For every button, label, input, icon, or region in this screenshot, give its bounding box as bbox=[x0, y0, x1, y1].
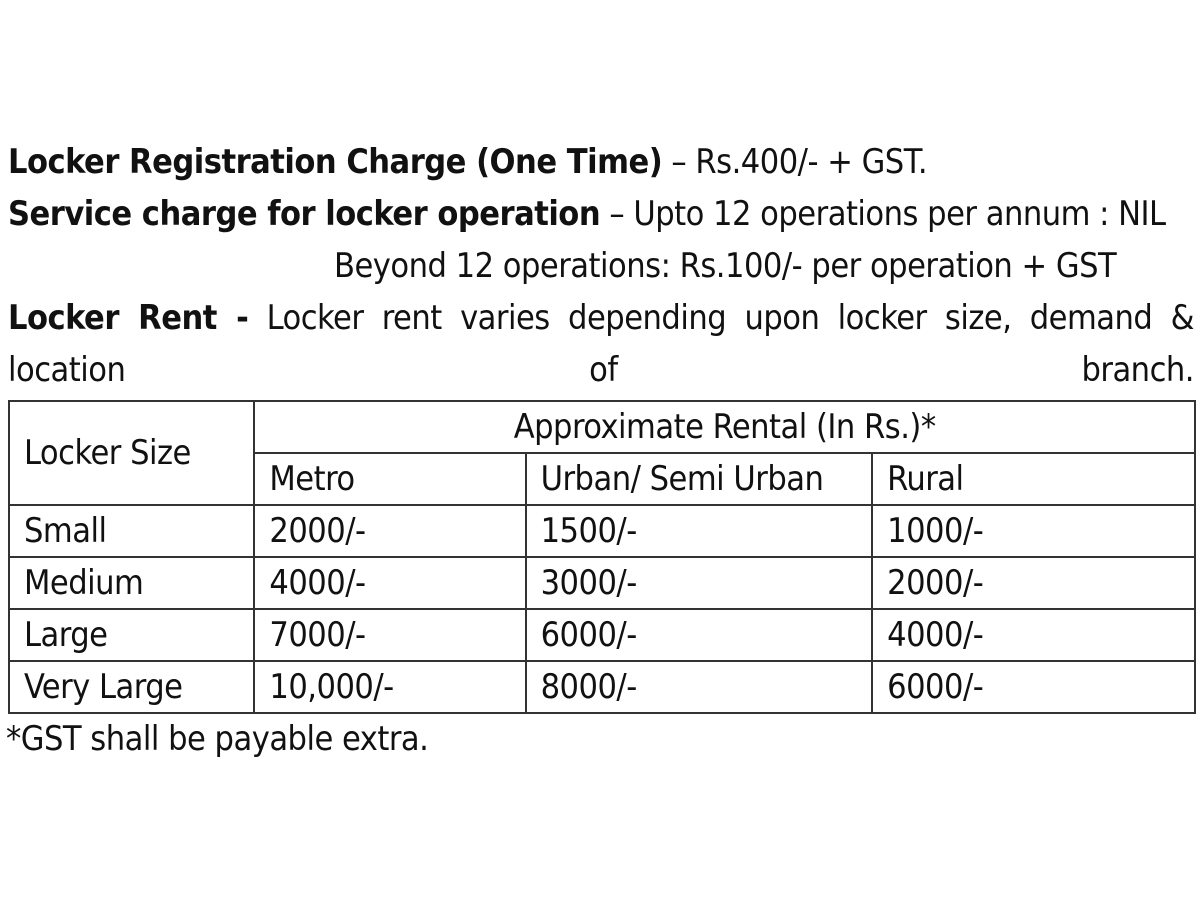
rental-table-group-header-row bbox=[9, 401, 1195, 453]
registration-charge-label: Locker Registration Charge (One Time) bbox=[8, 142, 663, 182]
rural-rent-cell: 6000/- bbox=[872, 661, 1195, 713]
service-charge-value: – Upto 12 operations per annum : NIL bbox=[600, 194, 1166, 234]
table-row bbox=[9, 557, 1195, 609]
registration-charge-value: – Rs.400/- + GST. bbox=[662, 142, 928, 182]
locker-charges-document bbox=[8, 136, 1194, 764]
urban-rent-cell: 6000/- bbox=[526, 609, 873, 661]
locker-size-cell: Medium bbox=[9, 557, 254, 609]
urban-rent-cell: 8000/- bbox=[526, 661, 873, 713]
table-row bbox=[9, 609, 1195, 661]
locker-size-cell: Large bbox=[9, 609, 254, 661]
table-row bbox=[9, 661, 1195, 713]
locker-size-header: Locker Size bbox=[9, 401, 254, 505]
metro-rent-cell: 2000/- bbox=[254, 505, 525, 557]
urban-column-header: Urban/ Semi Urban bbox=[526, 453, 873, 505]
rural-rent-cell: 4000/- bbox=[872, 609, 1195, 661]
table-row bbox=[9, 505, 1195, 557]
locker-rent-description: Locker rent varies depending upon locker size, demand & location of branch. bbox=[8, 298, 1194, 390]
metro-column-header: Metro bbox=[254, 453, 525, 505]
urban-rent-cell: 1500/- bbox=[526, 505, 873, 557]
locker-rent-label: Locker Rent - bbox=[8, 298, 249, 338]
rental-table bbox=[8, 400, 1196, 714]
rural-column-header: Rural bbox=[872, 453, 1195, 505]
locker-rent-paragraph bbox=[8, 292, 1194, 396]
metro-rent-cell: 7000/- bbox=[254, 609, 525, 661]
service-charge-continuation: Beyond 12 operations: Rs.100/- per operation + GST bbox=[334, 246, 1117, 286]
rural-rent-cell: 2000/- bbox=[872, 557, 1195, 609]
registration-charge-line bbox=[8, 136, 1194, 188]
locker-size-cell: Very Large bbox=[9, 661, 254, 713]
service-charge-line bbox=[8, 188, 1194, 240]
gst-footnote: *GST shall be payable extra. bbox=[6, 719, 429, 759]
locker-size-cell: Small bbox=[9, 505, 254, 557]
metro-rent-cell: 4000/- bbox=[254, 557, 525, 609]
urban-rent-cell: 3000/- bbox=[526, 557, 873, 609]
service-charge-label: Service charge for locker operation bbox=[8, 194, 601, 234]
approximate-rental-header: Approximate Rental (In Rs.)* bbox=[254, 401, 1195, 453]
rural-rent-cell: 1000/- bbox=[872, 505, 1195, 557]
metro-rent-cell: 10,000/- bbox=[254, 661, 525, 713]
